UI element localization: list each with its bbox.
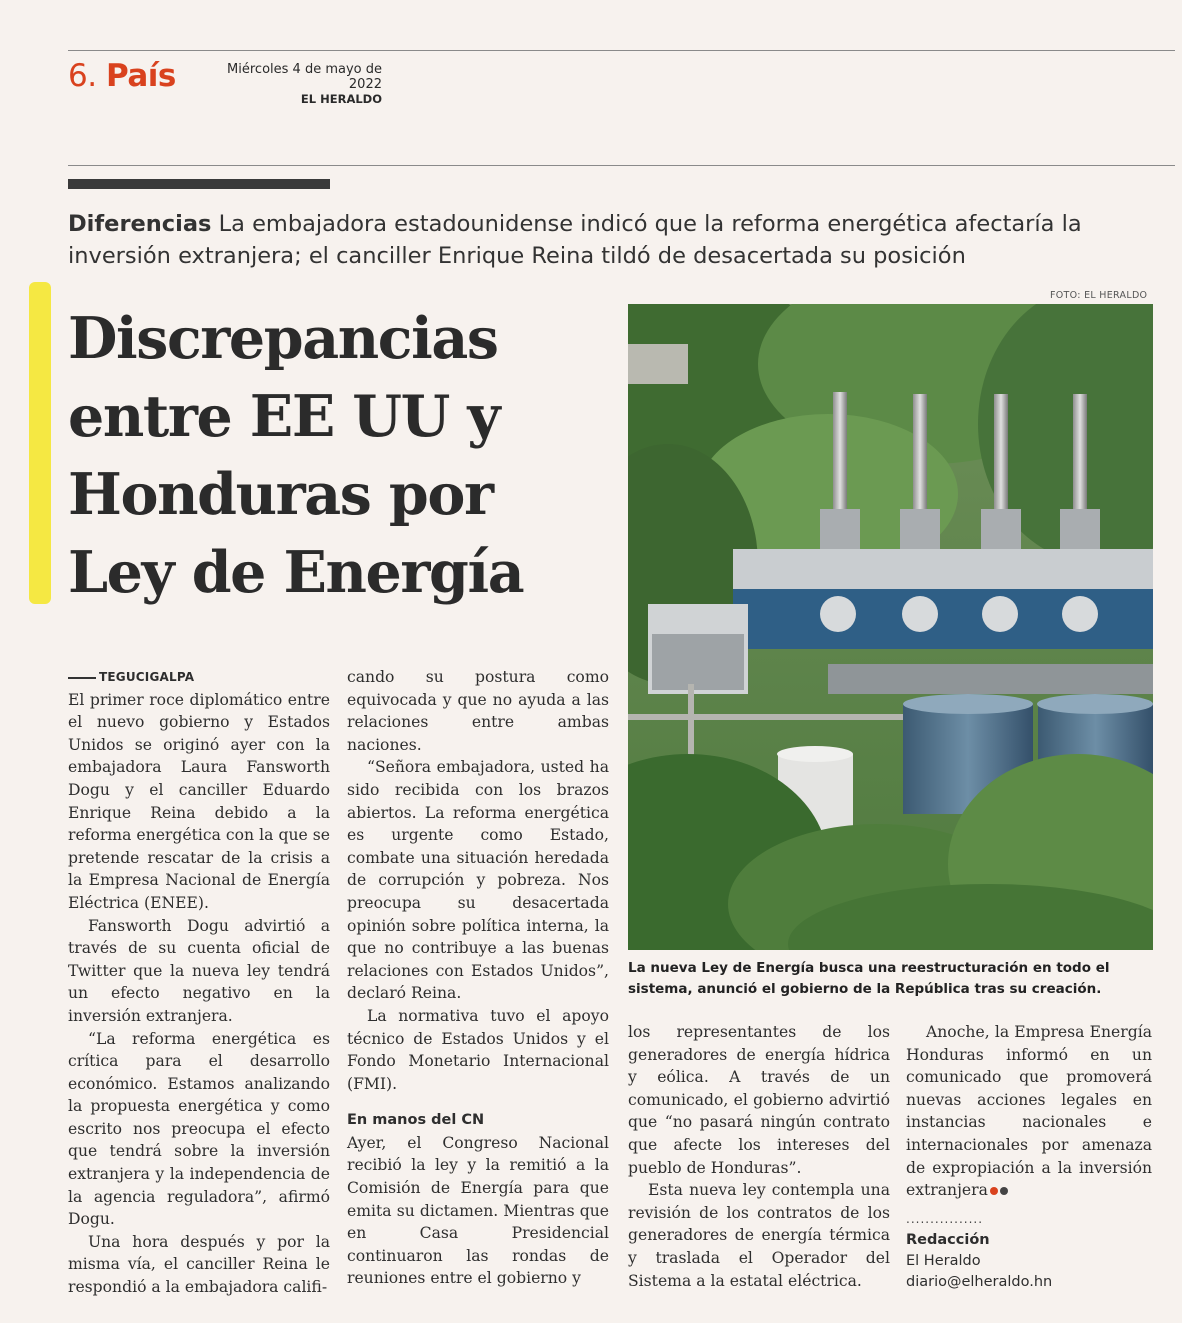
dateline-text: TEGUCIGALPA xyxy=(99,670,195,684)
article-column-1 xyxy=(68,666,330,1299)
paragraph xyxy=(906,1021,1152,1202)
headline-line: Ley de Energía xyxy=(68,539,524,606)
byline xyxy=(906,1230,1152,1293)
paragraph-text: Anoche, la Empresa Energía Honduras informó en un comunicado que promoverá nuevas acciones legales en instancias nacionales e internacionales por amenaza de expropiación a la inversión extranjera xyxy=(906,1023,1152,1200)
subhead-kicker: Diferencias xyxy=(68,211,212,237)
header-bottom-rule xyxy=(68,165,1175,166)
photo-credit: FOTO: EL HERALDO xyxy=(1050,290,1148,301)
paragraph: “Señora embajadora, usted ha sido recibida con los brazos abiertos. La reforma energética es urgente como Estado, combate una situación heredada de corrupción y pobreza. Nos preocupa su desacertada opinión sobre política interna, la que no contribuye a las buenas relaciones con Estados Unidos”, declaró Reina. xyxy=(347,758,609,1003)
paragraph: Una hora después y por la misma vía, el canciller Reina le respondió a la embajadora califi- xyxy=(68,1232,330,1297)
byline-separator: ................ xyxy=(906,1211,984,1226)
paragraph: los representantes de los generadores de energía hídrica y eólica. A través de un comunicado, el gobierno advirtió que “no pasará ningún contrato que afecte los intereses del pueblo de Honduras”. xyxy=(628,1023,890,1177)
page-number-value: 6. xyxy=(68,58,97,94)
section-bar xyxy=(68,179,330,189)
byline-title: Redacción xyxy=(906,1232,990,1249)
headline xyxy=(68,300,628,612)
headline-line: entre EE UU y xyxy=(68,383,500,450)
paragraph: El primer roce diplomático entre el nuevo gobierno y Estados Unidos se originó ayer con la embajadora Laura Fansworth Dogu y el canciller Eduardo Enrique Reina debido a la reforma energética con la que se pretende rescatar de la crisis a la Empresa Nacional de Energía Eléctrica (ENEE). xyxy=(68,690,330,912)
paragraph: cando su postura como equivocada y que no ayuda a las relaciones entre ambas naciones. xyxy=(347,668,609,754)
power-plant-photo xyxy=(628,304,1153,950)
end-mark-icon xyxy=(990,1187,998,1195)
dateline xyxy=(68,666,330,689)
article-column-2 xyxy=(347,666,609,1290)
section-name: País xyxy=(105,58,176,94)
headline-line: Honduras por xyxy=(68,461,493,528)
byline-outlet: El Heraldo xyxy=(906,1253,981,1270)
article-column-3 xyxy=(628,1021,890,1292)
crosshead: En manos del CN xyxy=(347,1112,485,1129)
dateline-dash xyxy=(68,677,96,679)
paragraph: “La reforma energética es crítica para el desarrollo económico. Estamos analizando la propuesta energética y como escrito nos preocupa el efecto que tendrá sobre la inversión extranjera y la independencia de la agencia reguladora”, afirmó Dogu. xyxy=(68,1029,330,1229)
power-plant-illustration xyxy=(628,304,1153,950)
issue-date: Miércoles 4 de mayo de 2022 xyxy=(227,62,382,92)
subhead-text: La embajadora estadounidense indicó que la reforma energética afectaría la inversión extranjera; el canciller Enrique Reina tildó de desacertada su posición xyxy=(68,211,1082,269)
subhead xyxy=(68,208,1158,272)
headline-line: Discrepancias xyxy=(68,305,498,372)
end-mark-icon xyxy=(1000,1187,1008,1195)
top-rule xyxy=(68,50,1175,51)
byline-email: diario@elheraldo.hn xyxy=(906,1274,1053,1291)
paragraph: La normativa tuvo el apoyo técnico de Estados Unidos y el Fondo Monetario Internacional (FMI). xyxy=(347,1006,609,1093)
date-block xyxy=(210,62,382,107)
highlighter-mark xyxy=(29,282,51,604)
article-column-4 xyxy=(906,1021,1152,1293)
paragraph: Ayer, el Congreso Nacional recibió la ley y la remitió a la Comisión de Energía para que emita su dictamen. Mientras que en Casa Presidencial continuaron las rondas de reuniones entre el gobierno y xyxy=(347,1133,609,1288)
paper-name: EL HERALDO xyxy=(300,92,382,106)
paragraph: Esta nueva ley contempla una revisión de los contratos de los generadores de energía térmica y traslada el Operador del Sistema a la estatal eléctrica. xyxy=(628,1181,890,1290)
photo-caption: La nueva Ley de Energía busca una reestructuración en todo el sistema, anunció el gobierno de la República tras su creación. xyxy=(628,960,1110,997)
page-number xyxy=(68,58,176,94)
paragraph: Fansworth Dogu advirtió a través de su cuenta oficial de Twitter que la nueva ley tendrá un efecto negativo en la inversión extranjera. xyxy=(68,916,330,1025)
